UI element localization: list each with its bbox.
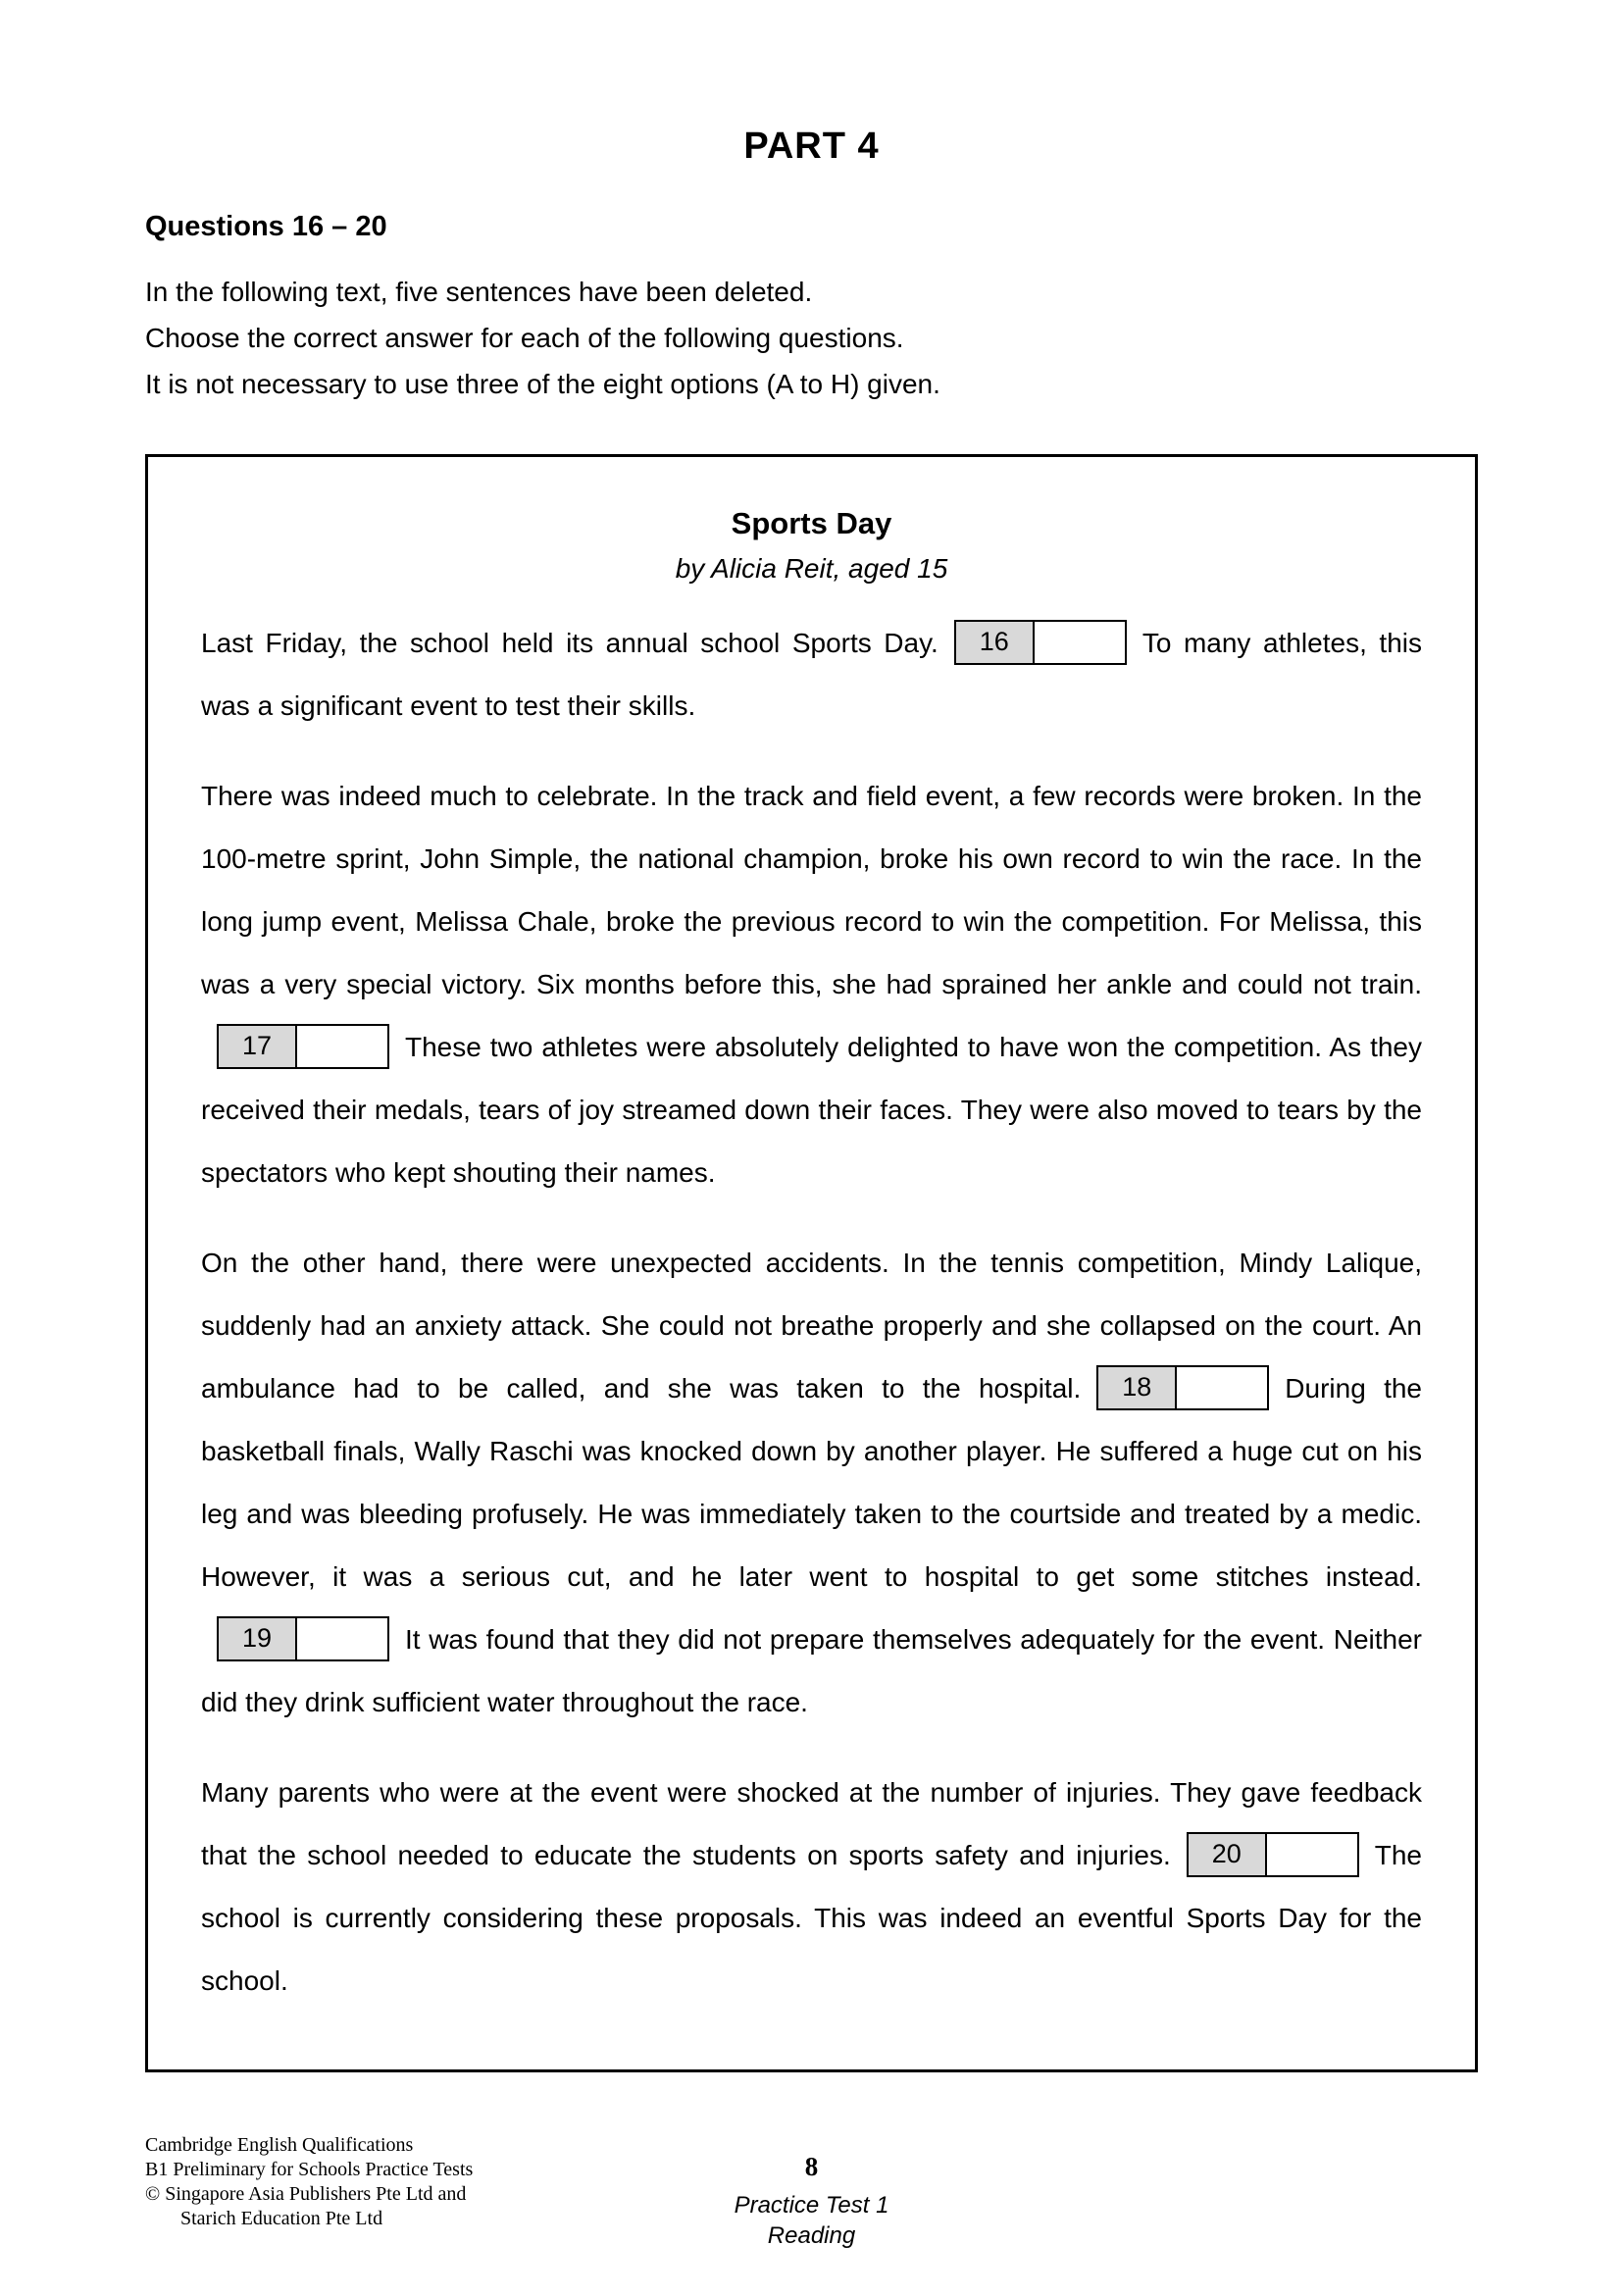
answer-gap-16[interactable] (954, 620, 1127, 665)
article-body (201, 612, 1422, 2013)
answer-gap-18[interactable] (1096, 1365, 1269, 1410)
gap-number: 17 (219, 1026, 297, 1067)
gap-number: 16 (956, 622, 1035, 663)
answer-gap-20[interactable] (1187, 1832, 1359, 1877)
instructions (145, 269, 1478, 407)
page-footer (0, 2119, 1623, 2296)
test-label: Practice Test 1 (734, 2192, 889, 2219)
gap-number: 20 (1189, 1834, 1267, 1875)
section-label: Reading (767, 2222, 856, 2249)
part-title: PART 4 (743, 126, 880, 167)
paragraph-text: During the basketball finals, Wally Raschi was knocked down by another player. He suffered a huge cut on his leg and was bleeding profusely. He was immediately taken to the courtside and treated by a medic. However, it was a serious cut, and he later went to hospital to get some stitches instead. (201, 1373, 1422, 1592)
gap-answer-cell[interactable] (297, 1618, 387, 1659)
instruction-line: Choose the correct answer for each of the following questions. (145, 323, 904, 353)
gap-answer-cell[interactable] (1035, 622, 1125, 663)
imprint-line: Cambridge English Qualifications (145, 2134, 414, 2156)
imprint-line: Starich Education Pte Ltd (180, 2208, 383, 2229)
instruction-line: It is not necessary to use three of the eight options (A to H) given. (145, 369, 940, 399)
footer-center (735, 2152, 889, 2251)
publisher-imprint (145, 2133, 473, 2231)
questions-heading: Questions 16 – 20 (145, 211, 387, 242)
paragraph-text: To many athletes, this was a significant event to test their skills. (201, 628, 1422, 721)
imprint-line: © Singapore Asia Publishers Pte Ltd and (145, 2183, 467, 2205)
page-number: 8 (804, 2152, 819, 2181)
answer-gap-19[interactable] (217, 1616, 389, 1661)
paragraph-1 (201, 612, 1422, 738)
paragraph-text: On the other hand, there were unexpected accidents. In the tennis competition, Mindy Lalique, suddenly had an anxiety attack. She could not breathe properly and she collapsed on the court. An ambulance had to be called, and she was taken to the hospital. (201, 1248, 1422, 1403)
paragraph-text: The school is currently considering these proposals. This was indeed an eventful Sports Day for the school. (201, 1840, 1422, 1996)
paragraph-text: There was indeed much to celebrate. In the track and field event, a few records were broken. In the 100-metre sprint, John Simple, the national champion, broke his own record to win the race. In the long jump event, Melissa Chale, broke the previous record to win the competition. For Melissa, this was a very special victory. Six months before this, she had sprained her ankle and could not train. (201, 781, 1422, 999)
imprint-line: B1 Preliminary for Schools Practice Tests (145, 2159, 474, 2180)
article-box (145, 454, 1478, 2072)
gap-number: 19 (219, 1618, 297, 1659)
paragraph-3 (201, 1232, 1422, 1734)
paragraph-text: These two athletes were absolutely delighted to have won the competition. As they received their medals, tears of joy streamed down their faces. They were also moved to tears by the spectators who kept shouting their names. (201, 1032, 1422, 1188)
article-byline: by Alicia Reit, aged 15 (675, 553, 948, 584)
answer-gap-17[interactable] (217, 1024, 389, 1069)
gap-answer-cell[interactable] (297, 1026, 387, 1067)
article-title: Sports Day (731, 506, 892, 540)
paragraph-2 (201, 765, 1422, 1204)
instruction-line: In the following text, five sentences have been deleted. (145, 277, 813, 307)
paragraph-text: Last Friday, the school held its annual school Sports Day. (201, 628, 938, 658)
gap-number: 18 (1098, 1367, 1177, 1408)
gap-answer-cell[interactable] (1177, 1367, 1267, 1408)
paragraph-text: It was found that they did not prepare themselves adequately for the event. Neither did they drink sufficient water throughout the race. (201, 1624, 1422, 1717)
gap-answer-cell[interactable] (1267, 1834, 1357, 1875)
paragraph-text: Many parents who were at the event were shocked at the number of injuries. They gave feedback that the school needed to educate the students on sports safety and injuries. (201, 1777, 1422, 1870)
paragraph-4 (201, 1761, 1422, 2013)
